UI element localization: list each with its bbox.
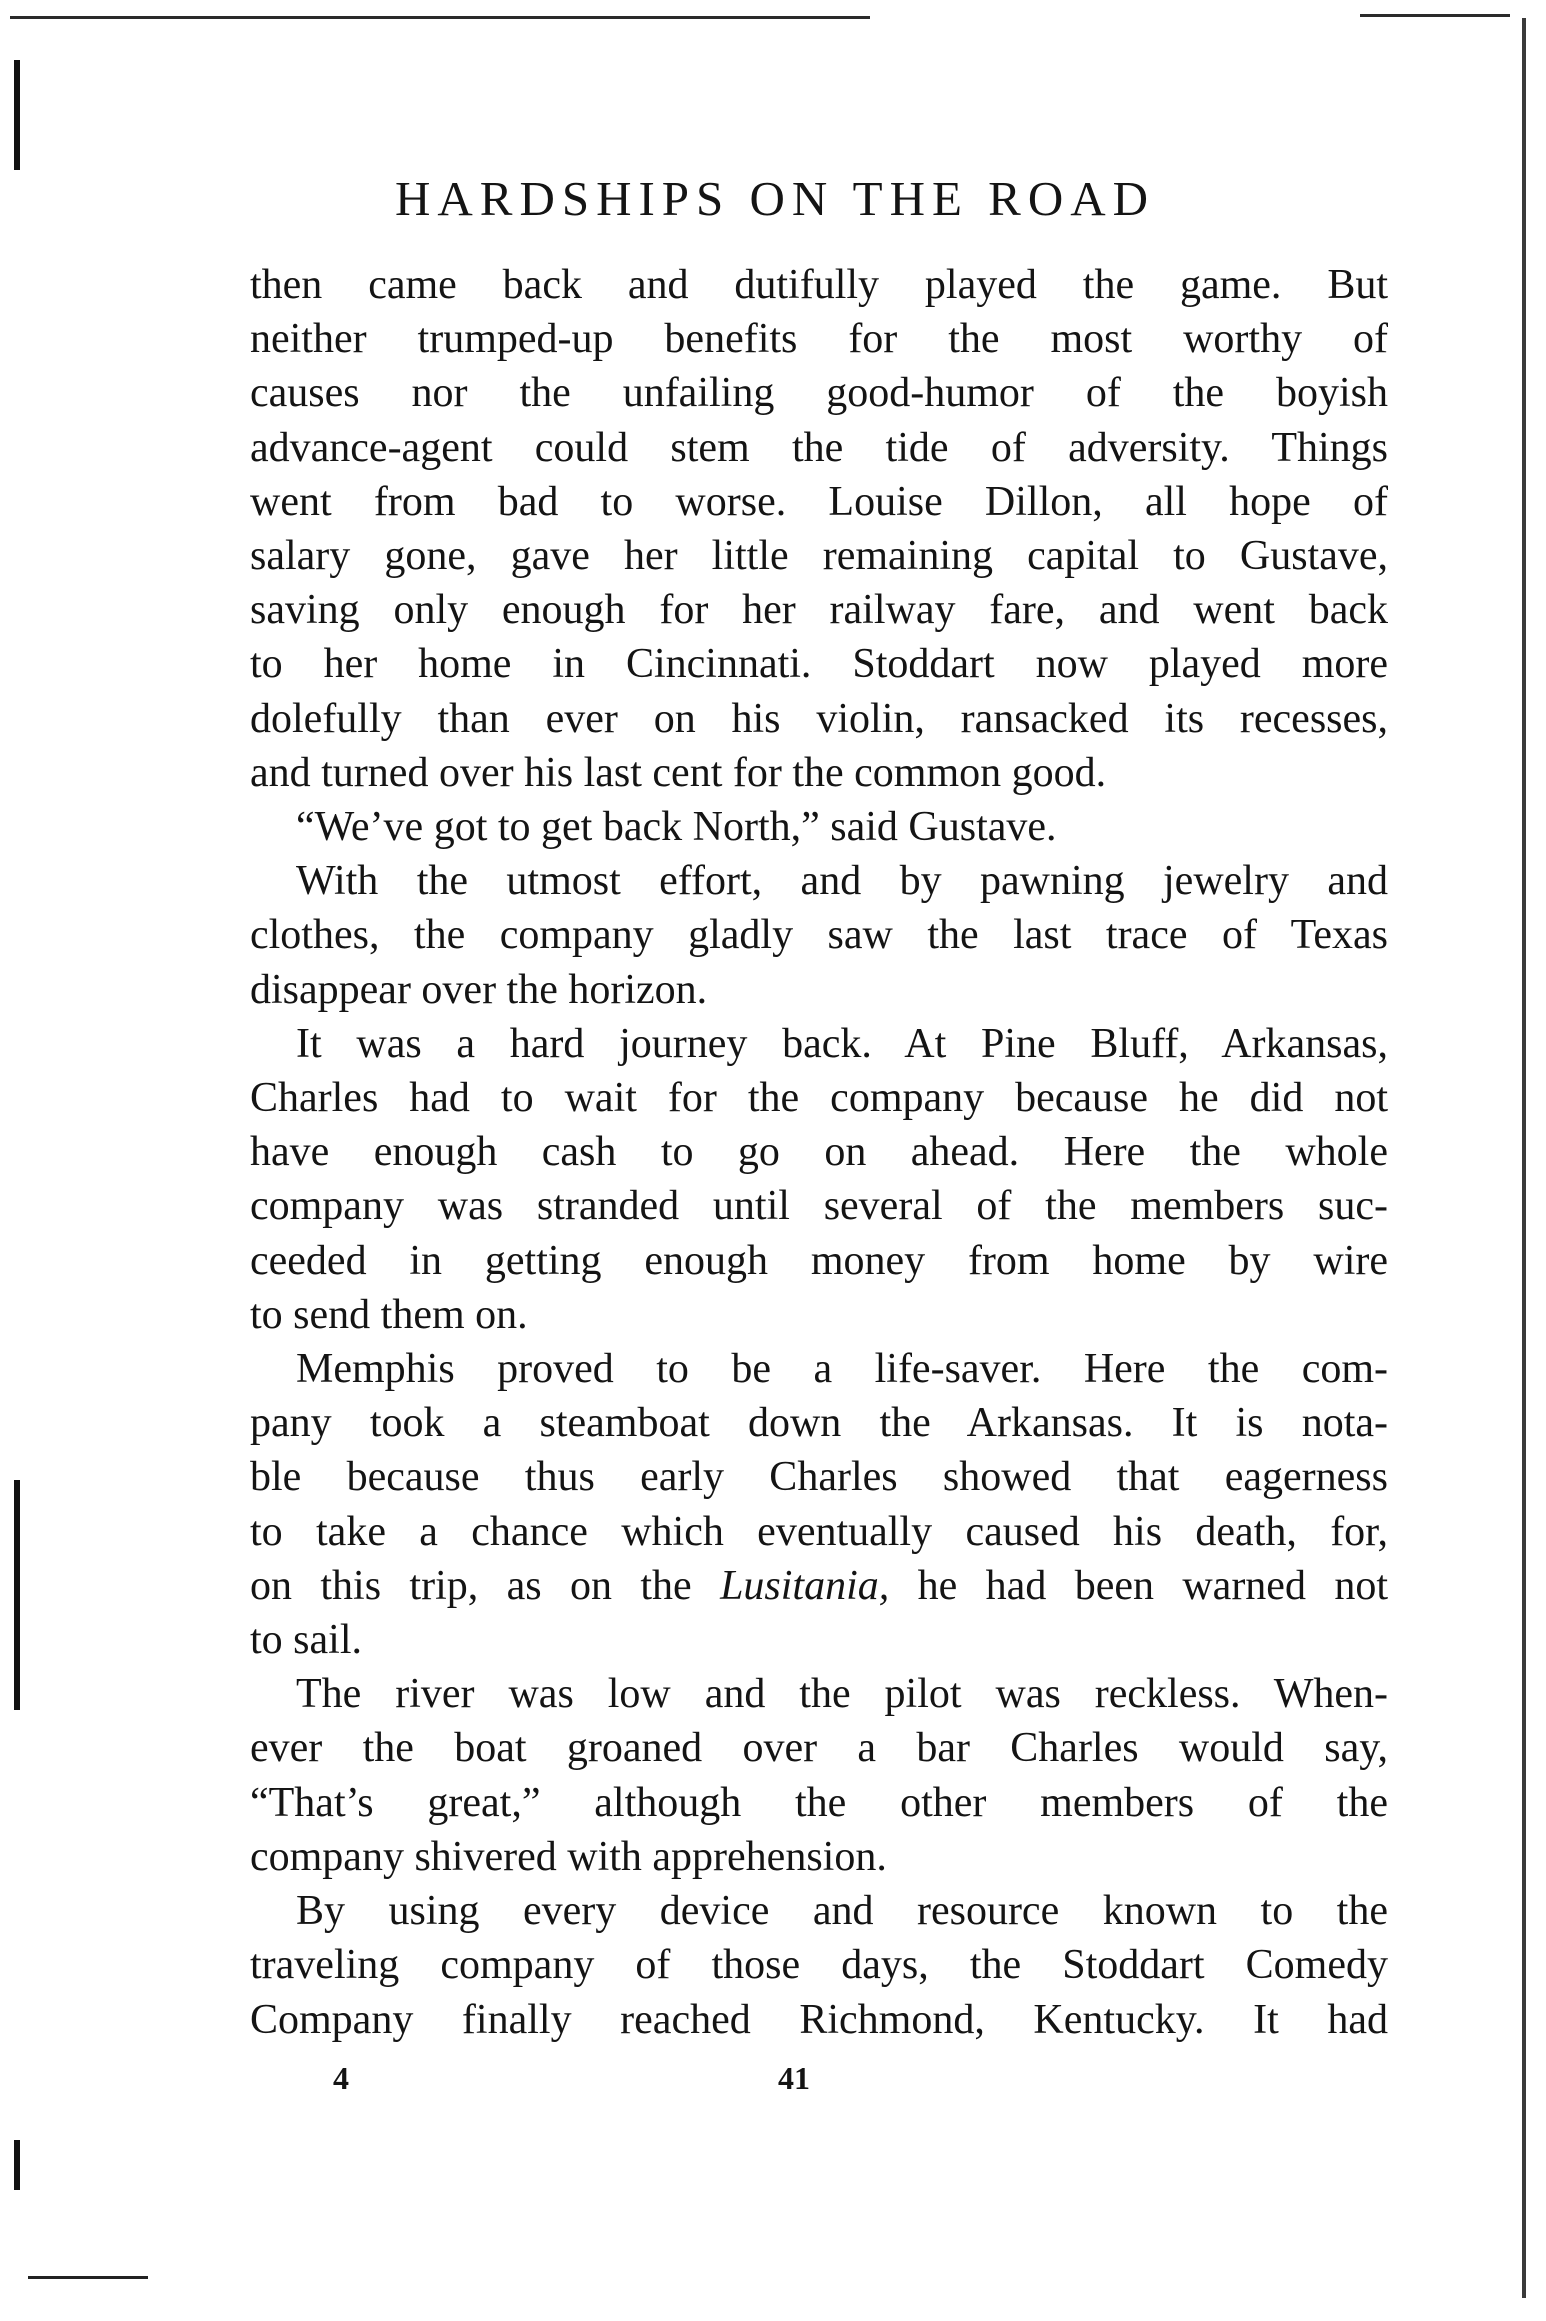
text-line: then came back and dutifully played the game. But (250, 262, 1388, 308)
paragraph (250, 258, 1388, 800)
scan-margin-mark (14, 60, 20, 170)
text-line: salary gone, gave her little remaining capital to Gustave, (250, 533, 1388, 580)
paragraph (250, 800, 1388, 854)
text-line: neither trumped-up benefits for the most worthy of (250, 316, 1388, 363)
text-line: company shivered with apprehension. (250, 1833, 887, 1880)
signature-mark: 4 (333, 2060, 349, 2096)
paragraph (250, 1884, 1388, 2047)
text-line: went from bad to worse. Louise Dillon, all hope of (250, 478, 1388, 525)
text-line: to send them on. (250, 1291, 528, 1338)
text-line: “We’ve got to get back North,” said Gustave. (296, 804, 1057, 851)
ship-name-italic: Lusitania, (720, 1562, 890, 1609)
text-line: and turned over his last cent for the common good. (250, 749, 1107, 796)
text-line: pany took a steamboat down the Arkansas. It is nota- (250, 1400, 1388, 1447)
text-line: With the utmost effort, and by pawning jewelry and (296, 858, 1388, 905)
text-fragment: he had been warned not (889, 1562, 1388, 1609)
text-line: to sail. (250, 1617, 362, 1664)
running-header: HARDSHIPS ON THE ROAD (394, 171, 1156, 226)
paragraph (250, 1667, 1388, 1884)
text-line: ever the boat groaned over a bar Charles would say, (250, 1725, 1388, 1772)
text-line: Company finally reached Richmond, Kentucky. It had (250, 1996, 1388, 2043)
scan-margin-mark (14, 2140, 20, 2190)
text-line: causes nor the unfailing good-humor of the boyish (250, 370, 1388, 417)
scan-border-bottom (28, 2276, 148, 2279)
text-line (250, 1559, 1388, 1613)
paragraph (250, 854, 1388, 1017)
text-line: ceeded in getting enough money from home by wire (250, 1237, 1388, 1284)
text-line: to her home in Cincinnati. Stoddart now played more (250, 641, 1388, 688)
text-line: company was stranded until several of the members suc- (250, 1183, 1388, 1230)
text-line: It was a hard journey back. At Pine Bluff, Arkansas, (296, 1020, 1388, 1067)
text-line: disappear over the horizon. (250, 966, 708, 1013)
scan-margin-mark (14, 1480, 20, 1710)
scan-border-right (1522, 18, 1526, 2298)
text-line: clothes, the company gladly saw the last trace of Texas (250, 912, 1388, 959)
body-text (250, 258, 1388, 2047)
text-line: “That’s great,” although the other members of the (250, 1779, 1388, 1826)
text-line: Charles had to wait for the company because he did not (250, 1075, 1388, 1122)
paragraph (250, 1342, 1388, 1667)
text-line: saving only enough for her railway fare, and went back (250, 587, 1388, 634)
text-line: have enough cash to go on ahead. Here the whole (250, 1129, 1388, 1176)
scan-border-top-right (1360, 14, 1510, 17)
scan-border-top (10, 16, 870, 19)
page-number: 41 (778, 2060, 810, 2096)
text-line: traveling company of those days, the Stoddart Comedy (250, 1942, 1388, 1989)
text-fragment: on this trip, as on the (250, 1562, 721, 1609)
text-line: The river was low and the pilot was reckless. When- (296, 1671, 1388, 1718)
text-line: By using every device and resource known to the (296, 1888, 1388, 1935)
text-line: to take a chance which eventually caused his death, for, (250, 1508, 1388, 1555)
text-line: Memphis proved to be a life-saver. Here the com- (296, 1346, 1388, 1393)
text-line: ble because thus early Charles showed that eagerness (250, 1454, 1388, 1501)
text-line: advance-agent could stem the tide of adversity. Things (250, 424, 1388, 471)
paragraph (250, 1017, 1388, 1342)
text-line: dolefully than ever on his violin, ransacked its recesses, (250, 695, 1388, 742)
